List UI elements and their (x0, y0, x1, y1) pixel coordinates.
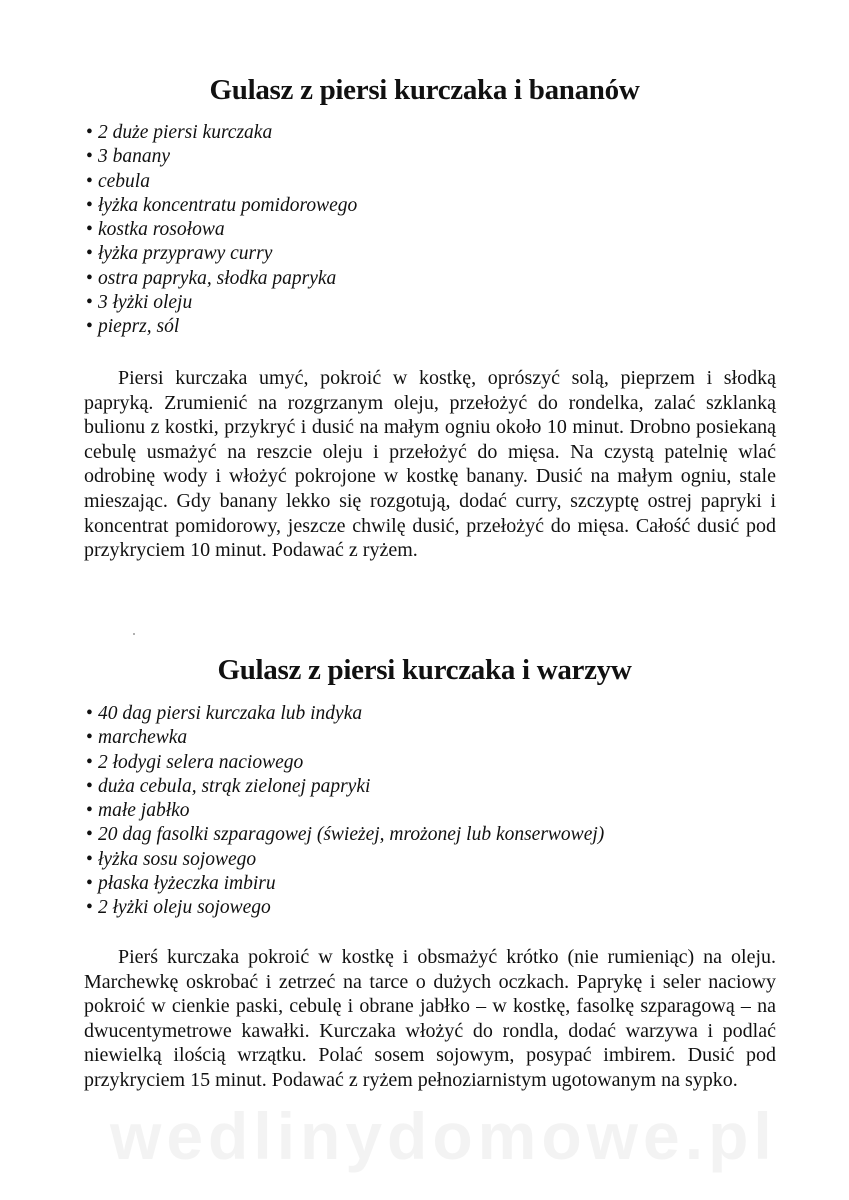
ingredient-text: 40 dag piersi kurczaka lub indyka (98, 703, 363, 724)
ingredient-item (86, 121, 786, 145)
ingredient-item (86, 702, 786, 726)
ingredient-text: kostka rosołowa (98, 219, 225, 241)
bullet-icon: • (86, 316, 93, 338)
ingredient-item (86, 726, 786, 750)
ingredient-item (86, 896, 786, 920)
bullet-icon: • (86, 267, 93, 289)
ingredient-item (86, 194, 786, 218)
ingredient-text: małe jabłko (98, 800, 190, 822)
recipe-instructions: Pierś kurczaka pokroić w kostkę i obsmażyć krótko (nie rumieniąc) na oleju. Marchewkę oskrobać i zetrzeć na tarce o dużych oczkach. Paprykę i seler naciowy pokroić w cienkie paski, cebulę i obrane jabłko – w kostkę, fasolkę szparagową – na dwucentymetrowe kawałki. Kurczaka włożyć do rondla, dodać warzywa i podlać niewielką ilością wrzątku. Polać sosem sojowym, posypać imbirem. Dusić pod przykryciem 15 minut. Podawać z ryżem pełnoziarnistym ugotowanym na sypko. (84, 946, 776, 1091)
ingredient-item (86, 823, 786, 847)
bullet-icon: • (86, 848, 93, 870)
bullet-icon: • (86, 146, 93, 168)
ingredient-text: 2 łodygi selera naciowego (98, 751, 304, 773)
ingredient-item (86, 315, 786, 339)
ingredient-text: duża cebula, strąk zielonej papryki (98, 775, 371, 797)
site-watermark: wedlinydomowe.pl (110, 1099, 777, 1173)
ingredient-item (86, 170, 786, 194)
recipe-instructions: Piersi kurczaka umyć, pokroić w kostkę, oprószyć solą, pieprzem i słodką papryką. Zrumienić na rozgrzanym oleju, przełożyć do rondelka, zalać szklanką bulionu z kostki, przykryć i dusić na małym ogniu około 10 minut. Drobno posiekaną cebulę usmażyć na reszcie oleju i przełożyć do mięsa. Na czystą patelnię wlać odrobinę wody i włożyć pokrojone w kostkę banany. Dusić na małym ogniu, stale mieszając. Gdy banany lekko się rozgotują, dodać curry, szczyptę ostrej papryki i koncentrat pomidorowy, jeszcze chwilę dusić, przełożyć do mięsa. Całość dusić pod przykryciem 10 minut. Podawać z ryżem. (84, 367, 776, 562)
ingredient-item (86, 775, 786, 799)
scan-speck (133, 633, 135, 635)
ingredient-text: płaska łyżeczka imbiru (98, 873, 276, 895)
bullet-icon: • (86, 775, 93, 797)
bullet-icon: • (86, 194, 93, 216)
ingredient-item (86, 872, 786, 896)
bullet-icon: • (86, 824, 93, 846)
bullet-icon: • (86, 800, 93, 822)
ingredient-item (86, 242, 786, 266)
ingredient-text: 2 łyżki oleju sojowego (98, 897, 271, 919)
ingredient-text: łyżka sosu sojowego (98, 848, 257, 870)
ingredient-item (86, 218, 786, 242)
ingredient-list (86, 121, 786, 340)
ingredient-text: łyżka przyprawy curry (98, 243, 273, 265)
ingredient-text: cebula (98, 170, 150, 192)
ingredient-item (86, 799, 786, 823)
ingredient-item (86, 145, 786, 169)
bullet-icon: • (86, 170, 93, 192)
ingredient-list (86, 702, 786, 921)
bullet-icon: • (86, 219, 93, 241)
ingredient-text: ostra papryka, słodka papryka (98, 267, 337, 289)
bullet-icon: • (86, 703, 93, 724)
ingredient-item (86, 751, 786, 775)
ingredient-text: pieprz, sól (98, 316, 180, 338)
bullet-icon: • (86, 751, 93, 773)
recipe-title: Gulasz z piersi kurczaka i bananów (209, 74, 640, 106)
ingredient-text: 20 dag fasolki szparagowej (świeżej, mrożonej lub konserwowej) (98, 824, 605, 846)
ingredient-item (86, 291, 786, 315)
ingredient-text: 3 łyżki oleju (98, 292, 193, 314)
ingredient-text: łyżka koncentratu pomidorowego (98, 194, 358, 216)
bullet-icon: • (86, 727, 93, 749)
ingredient-text: 2 duże piersi kurczaka (98, 122, 273, 143)
bullet-icon: • (86, 243, 93, 265)
bullet-icon: • (86, 292, 93, 314)
ingredient-text: 3 banany (98, 146, 171, 168)
ingredient-item (86, 267, 786, 291)
bullet-icon: • (86, 122, 93, 143)
bullet-icon: • (86, 897, 93, 919)
bullet-icon: • (86, 873, 93, 895)
ingredient-item (86, 848, 786, 872)
recipe-title: Gulasz z piersi kurczaka i warzyw (217, 654, 632, 686)
ingredient-text: marchewka (98, 727, 188, 749)
